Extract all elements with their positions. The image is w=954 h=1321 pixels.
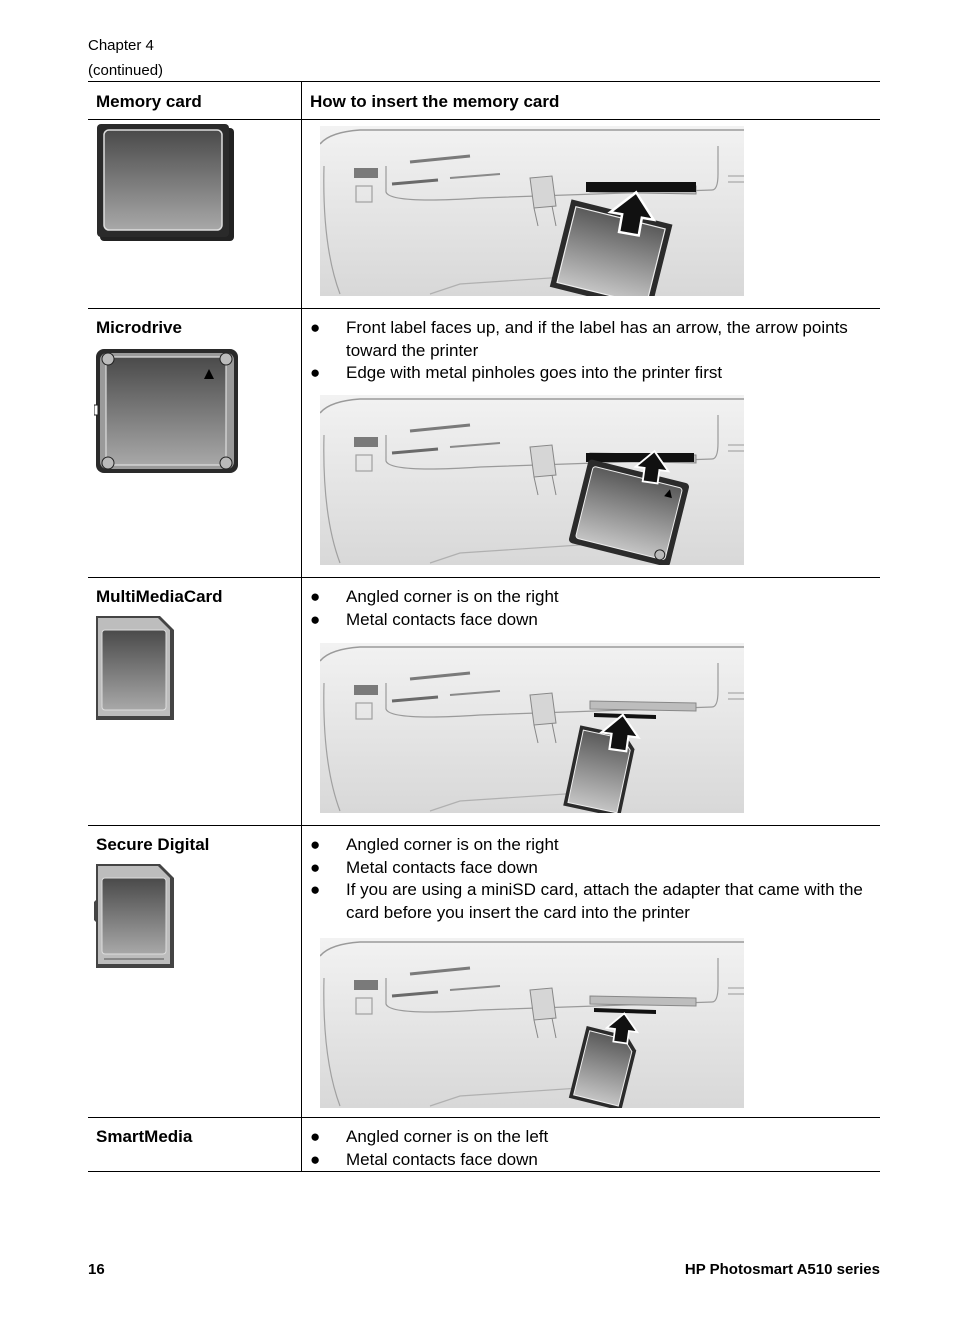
compactflash-insert-illustration bbox=[320, 126, 744, 296]
instructions-cell bbox=[302, 578, 881, 826]
secure-digital-insert-illustration bbox=[320, 938, 744, 1108]
table-header-row bbox=[88, 82, 880, 120]
instructions-cell bbox=[302, 120, 881, 309]
continued-label: (continued) bbox=[88, 62, 164, 79]
card-cell bbox=[88, 826, 302, 1118]
bullet-icon: ● bbox=[310, 609, 321, 629]
instruction-list bbox=[302, 578, 880, 631]
table-row bbox=[88, 578, 880, 826]
bullet-icon: ● bbox=[310, 587, 321, 606]
bullet-icon: ● bbox=[310, 363, 321, 382]
card-name-multimediacard: MultiMediaCard bbox=[96, 587, 223, 606]
bullet-icon: ● bbox=[310, 857, 321, 877]
card-cell bbox=[88, 309, 302, 578]
list-item: ● Front label faces up, and if the label has an arrow, the arrow points toward the printer bbox=[310, 318, 848, 360]
bullet-icon: ● bbox=[310, 1149, 321, 1169]
instructions-cell bbox=[302, 826, 881, 1118]
card-cell bbox=[88, 578, 302, 826]
card-name-smartmedia: SmartMedia bbox=[96, 1127, 193, 1146]
microdrive-card-image bbox=[94, 345, 244, 475]
table-row bbox=[88, 1118, 880, 1172]
list-item: ● If you are using a miniSD card, attach the adapter that came with the card before you insert the card into the printer bbox=[310, 880, 863, 922]
list-item: ● Metal contacts face down bbox=[302, 1149, 874, 1172]
card-cell bbox=[88, 120, 302, 309]
table-row bbox=[88, 309, 880, 578]
compactflash-card-image bbox=[96, 123, 246, 253]
memory-card-table bbox=[88, 81, 880, 1172]
list-item: ● Metal contacts face down bbox=[302, 609, 874, 632]
list-item: ● Angled corner is on the right bbox=[302, 834, 874, 857]
table-row bbox=[88, 826, 880, 1118]
page-number: 16 bbox=[88, 1261, 105, 1278]
instruction-list bbox=[302, 309, 880, 385]
instruction-list bbox=[302, 826, 880, 924]
bullet-icon: ● bbox=[310, 835, 321, 854]
column-header-how-to-insert: How to insert the memory card bbox=[302, 82, 881, 120]
bullet-icon: ● bbox=[310, 1127, 321, 1146]
bullet-icon: ● bbox=[310, 318, 321, 337]
list-item: ● Metal contacts face down bbox=[302, 857, 874, 880]
secure-digital-card-image bbox=[94, 862, 184, 974]
product-name: HP Photosmart A510 series bbox=[684, 1261, 880, 1278]
microdrive-insert-illustration bbox=[320, 395, 744, 565]
table-row bbox=[88, 120, 880, 309]
multimediacard-card-image bbox=[94, 614, 184, 726]
instructions-cell bbox=[302, 1118, 881, 1172]
list-item: ● Angled corner is on the right bbox=[302, 586, 874, 609]
list-item: ● Edge with metal pinholes goes into the printer first bbox=[302, 362, 874, 385]
chapter-label: Chapter 4 bbox=[88, 37, 154, 54]
multimediacard-insert-illustration bbox=[320, 643, 744, 813]
card-cell bbox=[88, 1118, 302, 1172]
card-name-secure-digital: Secure Digital bbox=[96, 835, 210, 854]
instruction-list bbox=[302, 1118, 880, 1171]
instructions-cell bbox=[302, 309, 881, 578]
card-name-microdrive: Microdrive bbox=[96, 318, 182, 337]
bullet-icon: ● bbox=[310, 880, 321, 899]
list-item: ● Angled corner is on the left bbox=[302, 1126, 874, 1149]
column-header-memory-card: Memory card bbox=[88, 82, 302, 120]
